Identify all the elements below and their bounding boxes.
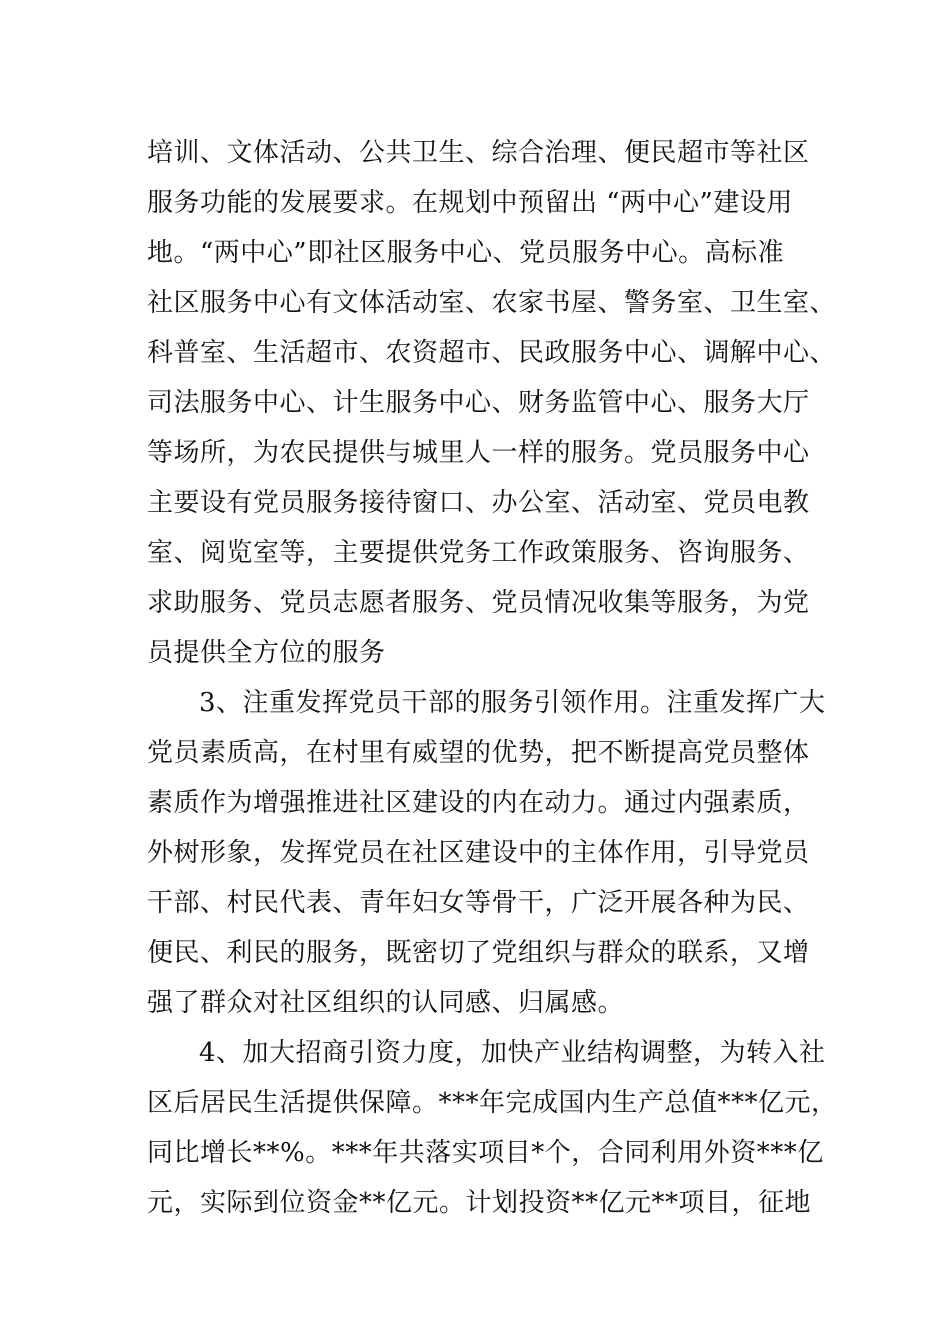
text-line: 便民、利民的服务，既密切了党组织与群众的联系，又增 bbox=[147, 938, 810, 968]
text-line: 强了群众对社区组织的认同感、归属感。 bbox=[147, 988, 625, 1018]
paragraph-start-line: 3、注重发挥党员干部的服务引领作用。注重发挥广大 bbox=[199, 688, 826, 718]
text-line: 等场所，为农民提供与城里人一样的服务。党员服务中心 bbox=[147, 438, 810, 468]
text-line: 室、阅览室等，主要提供党务工作政策服务、咨询服务、 bbox=[147, 538, 810, 568]
text-line: 外树形象，发挥党员在社区建设中的主体作用，引导党员 bbox=[147, 838, 810, 868]
text-line: 服务功能的发展要求。在规划中预留出 “两中心”建设用 bbox=[147, 188, 793, 218]
text-line: 元，实际到位资金**亿元。计划投资**亿元**项目，征地 bbox=[147, 1188, 812, 1218]
text-line: 同比增长**%。***年共落实项目*个，合同利用外资***亿 bbox=[147, 1138, 824, 1168]
text-line: 社区服务中心有文体活动室、农家书屋、警务室、卫生室、 bbox=[147, 288, 837, 318]
text-line: 区后居民生活提供保障。***年完成国内生产总值***亿元， bbox=[147, 1088, 838, 1118]
document-body bbox=[147, 128, 838, 1228]
text-line: 地。“两中心”即社区服务中心、党员服务中心。高标准 bbox=[147, 238, 785, 268]
text-line: 干部、村民代表、青年妇女等骨干，广泛开展各种为民、 bbox=[147, 888, 810, 918]
text-line: 党员素质高，在村里有威望的优势，把不断提高党员整体 bbox=[147, 738, 810, 768]
text-line: 培训、文体活动、公共卫生、综合治理、便民超市等社区 bbox=[147, 138, 810, 168]
text-line: 员提供全方位的服务 bbox=[147, 638, 386, 668]
text-line: 求助服务、党员志愿者服务、党员情况收集等服务，为党 bbox=[147, 588, 810, 618]
paragraph-start-line: 4、加大招商引资力度，加快产业结构调整，为转入社 bbox=[199, 1038, 826, 1068]
text-line: 科普室、生活超市、农资超市、民政服务中心、调解中心、 bbox=[147, 338, 837, 368]
text-line: 素质作为增强推进社区建设的内在动力。通过内强素质， bbox=[147, 788, 810, 818]
text-line: 主要设有党员服务接待窗口、办公室、活动室、党员电教 bbox=[147, 488, 810, 518]
text-line: 司法服务中心、计生服务中心、财务监管中心、服务大厅 bbox=[147, 388, 810, 418]
